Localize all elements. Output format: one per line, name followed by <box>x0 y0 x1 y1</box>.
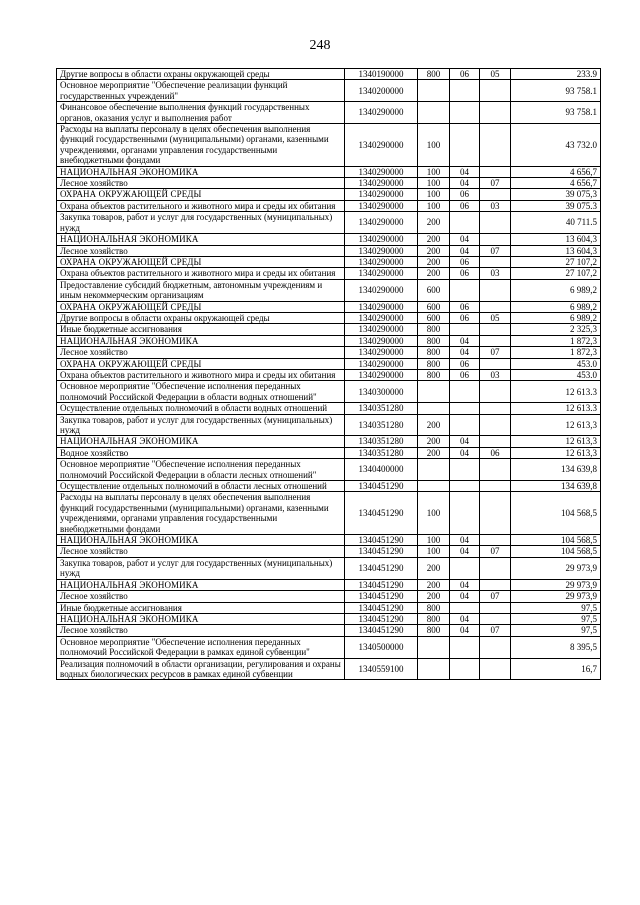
row-amount: 29 973,9 <box>511 591 601 602</box>
row-code: 1340351280 <box>345 414 418 436</box>
row-subsection <box>480 256 511 267</box>
row-code: 1340290000 <box>345 234 418 245</box>
row-name: НАЦИОНАЛЬНАЯ ЭКОНОМИКА <box>57 335 345 346</box>
row-expense-type: 200 <box>418 414 450 436</box>
row-code: 1340290000 <box>345 301 418 312</box>
row-name: Иные бюджетные ассигнования <box>57 324 345 335</box>
row-subsection <box>480 381 511 403</box>
row-amount: 39 075,3 <box>511 189 601 200</box>
table-row <box>57 347 601 358</box>
row-subsection: 07 <box>480 178 511 189</box>
row-amount: 40 711.5 <box>511 212 601 234</box>
table-row <box>57 234 601 245</box>
table-row <box>57 312 601 323</box>
table-row <box>57 268 601 279</box>
row-amount: 233.9 <box>511 69 601 80</box>
row-code: 1340351280 <box>345 436 418 447</box>
row-section: 06 <box>450 256 480 267</box>
row-subsection: 07 <box>480 347 511 358</box>
table-row <box>57 200 601 211</box>
row-subsection: 03 <box>480 369 511 380</box>
row-section <box>450 403 480 414</box>
row-subsection <box>480 234 511 245</box>
row-section: 04 <box>450 166 480 177</box>
row-subsection <box>480 602 511 613</box>
row-code: 1340451290 <box>345 557 418 579</box>
row-name: Другие вопросы в области охраны окружающей среды <box>57 312 345 323</box>
row-section <box>450 602 480 613</box>
row-amount: 1 872,3 <box>511 335 601 346</box>
row-name: Расходы на выплаты персоналу в целях обеспечения выполнения функций государственными (муниципальными) органами, казенными учреждениями, органами управления государственными внебюджетными фондами <box>57 492 345 535</box>
row-amount: 134 639,8 <box>511 459 601 481</box>
row-code: 1340290000 <box>345 102 418 124</box>
row-code: 1340400000 <box>345 459 418 481</box>
row-subsection <box>480 414 511 436</box>
row-name: Основное мероприятие "Обеспечение исполнения переданных полномочий Российской Федерации в рамках единой субвенции" <box>57 636 345 658</box>
row-expense-type: 800 <box>418 369 450 380</box>
row-amount: 6 989,2 <box>511 279 601 301</box>
table-row <box>57 546 601 557</box>
row-code: 1340451290 <box>345 579 418 590</box>
row-expense-type: 800 <box>418 69 450 80</box>
row-name: Закупка товаров, работ и услуг для государственных (муниципальных) нужд <box>57 414 345 436</box>
row-subsection <box>480 80 511 102</box>
row-amount: 453.0 <box>511 369 601 380</box>
row-expense-type: 100 <box>418 200 450 211</box>
row-name: Иные бюджетные ассигнования <box>57 602 345 613</box>
row-name: ОХРАНА ОКРУЖАЮЩЕЙ СРЕДЫ <box>57 189 345 200</box>
row-name: НАЦИОНАЛЬНАЯ ЭКОНОМИКА <box>57 436 345 447</box>
row-name: НАЦИОНАЛЬНАЯ ЭКОНОМИКА <box>57 613 345 624</box>
row-name: Закупка товаров, работ и услуг для государственных (муниципальных) нужд <box>57 212 345 234</box>
row-expense-type: 800 <box>418 613 450 624</box>
row-name: Водное хозяйство <box>57 447 345 458</box>
table-row <box>57 481 601 492</box>
table-row <box>57 166 601 177</box>
row-amount: 12 613,3 <box>511 414 601 436</box>
row-code: 1340451290 <box>345 602 418 613</box>
row-subsection <box>480 535 511 546</box>
row-expense-type: 200 <box>418 436 450 447</box>
row-amount: 16,7 <box>511 658 601 680</box>
row-code: 1340351280 <box>345 447 418 458</box>
table-row <box>57 189 601 200</box>
row-code: 1340451290 <box>345 546 418 557</box>
row-code: 1340290000 <box>345 312 418 323</box>
table-row <box>57 625 601 636</box>
row-subsection <box>480 102 511 124</box>
row-amount: 43 732.0 <box>511 124 601 167</box>
row-section: 04 <box>450 234 480 245</box>
table-row <box>57 602 601 613</box>
row-code: 1340290000 <box>345 324 418 335</box>
row-name: Осуществление отдельных полномочий в области водных отношений <box>57 403 345 414</box>
table-row <box>57 301 601 312</box>
row-name: Предоставление субсидий бюджетным, автономным учреждениям и иным некоммерческим организациям <box>57 279 345 301</box>
row-expense-type <box>418 658 450 680</box>
row-section: 04 <box>450 591 480 602</box>
row-code: 1340300000 <box>345 381 418 403</box>
table-row <box>57 256 601 267</box>
row-section: 04 <box>450 347 480 358</box>
row-expense-type: 100 <box>418 189 450 200</box>
row-code: 1340290000 <box>345 256 418 267</box>
table-row <box>57 579 601 590</box>
row-amount: 93 758.1 <box>511 102 601 124</box>
row-amount: 97,5 <box>511 625 601 636</box>
row-expense-type: 600 <box>418 301 450 312</box>
row-subsection <box>480 124 511 167</box>
row-name: Охрана объектов растительного и животного мира и среды их обитания <box>57 369 345 380</box>
row-expense-type: 100 <box>418 535 450 546</box>
table-row <box>57 279 601 301</box>
row-expense-type <box>418 381 450 403</box>
row-expense-type: 200 <box>418 579 450 590</box>
row-subsection <box>480 579 511 590</box>
table-row <box>57 212 601 234</box>
row-name: Основное мероприятие "Обеспечение исполнения переданных полномочий Российской Федерации в области водных отношений" <box>57 381 345 403</box>
row-subsection <box>480 459 511 481</box>
row-subsection: 07 <box>480 245 511 256</box>
row-expense-type: 100 <box>418 124 450 167</box>
table-row <box>57 658 601 680</box>
row-code: 1340290000 <box>345 369 418 380</box>
row-expense-type: 100 <box>418 178 450 189</box>
row-code: 1340290000 <box>345 178 418 189</box>
table-row <box>57 436 601 447</box>
row-code: 1340451290 <box>345 591 418 602</box>
row-section <box>450 414 480 436</box>
row-amount: 104 568,5 <box>511 492 601 535</box>
row-subsection: 07 <box>480 546 511 557</box>
row-section <box>450 80 480 102</box>
row-subsection: 03 <box>480 268 511 279</box>
row-section: 04 <box>450 436 480 447</box>
row-code: 1340290000 <box>345 358 418 369</box>
row-section <box>450 481 480 492</box>
row-expense-type: 200 <box>418 557 450 579</box>
row-expense-type: 800 <box>418 602 450 613</box>
row-subsection: 03 <box>480 200 511 211</box>
row-amount: 4 656,7 <box>511 166 601 177</box>
row-amount: 1 872,3 <box>511 347 601 358</box>
row-section: 06 <box>450 189 480 200</box>
row-code: 1340290000 <box>345 279 418 301</box>
row-expense-type: 200 <box>418 447 450 458</box>
row-expense-type: 200 <box>418 256 450 267</box>
row-expense-type: 800 <box>418 625 450 636</box>
row-section: 06 <box>450 268 480 279</box>
row-code: 1340451290 <box>345 625 418 636</box>
row-name: НАЦИОНАЛЬНАЯ ЭКОНОМИКА <box>57 579 345 590</box>
row-subsection <box>480 658 511 680</box>
row-section: 06 <box>450 200 480 211</box>
row-name: Финансовое обеспечение выполнения функций государственных органов, оказания услуг и выполнения работ <box>57 102 345 124</box>
table-row <box>57 369 601 380</box>
row-name: Лесное хозяйство <box>57 546 345 557</box>
row-expense-type: 200 <box>418 268 450 279</box>
row-name: ОХРАНА ОКРУЖАЮЩЕЙ СРЕДЫ <box>57 358 345 369</box>
row-section <box>450 636 480 658</box>
row-section: 04 <box>450 625 480 636</box>
row-code: 1340500000 <box>345 636 418 658</box>
row-expense-type: 600 <box>418 312 450 323</box>
table-row <box>57 414 601 436</box>
row-subsection: 07 <box>480 591 511 602</box>
row-section: 04 <box>450 535 480 546</box>
row-amount: 27 107,2 <box>511 268 601 279</box>
row-amount: 104 568,5 <box>511 546 601 557</box>
row-name: Основное мероприятие "Обеспечение реализации функций государственных учреждений" <box>57 80 345 102</box>
row-name: Основное мероприятие "Обеспечение исполнения переданных полномочий Российской Федерации в области лесных отношений" <box>57 459 345 481</box>
row-subsection <box>480 403 511 414</box>
table-row <box>57 613 601 624</box>
row-subsection <box>480 557 511 579</box>
row-code: 1340559100 <box>345 658 418 680</box>
row-section <box>450 124 480 167</box>
row-expense-type <box>418 80 450 102</box>
row-amount: 93 758.1 <box>511 80 601 102</box>
row-expense-type: 800 <box>418 358 450 369</box>
row-code: 1340451290 <box>345 492 418 535</box>
row-code: 1340290000 <box>345 335 418 346</box>
row-section <box>450 212 480 234</box>
row-name: Осуществление отдельных полномочий в области лесных отношений <box>57 481 345 492</box>
row-code: 1340290000 <box>345 268 418 279</box>
row-subsection <box>480 481 511 492</box>
row-name: Расходы на выплаты персоналу в целях обеспечения выполнения функций государственными (муниципальными) органами, казенными учреждениями, органами управления государственными внебюджетными фондами <box>57 124 345 167</box>
row-expense-type <box>418 636 450 658</box>
row-amount: 39 075.3 <box>511 200 601 211</box>
row-amount: 13 604,3 <box>511 245 601 256</box>
row-subsection: 06 <box>480 447 511 458</box>
table-row <box>57 178 601 189</box>
row-name: ОХРАНА ОКРУЖАЮЩЕЙ СРЕДЫ <box>57 256 345 267</box>
row-amount: 12 613.3 <box>511 381 601 403</box>
row-code: 1340351280 <box>345 403 418 414</box>
table-row <box>57 557 601 579</box>
row-name: Лесное хозяйство <box>57 591 345 602</box>
row-section: 06 <box>450 312 480 323</box>
row-expense-type <box>418 481 450 492</box>
row-subsection <box>480 492 511 535</box>
row-amount: 27 107,2 <box>511 256 601 267</box>
row-expense-type: 800 <box>418 335 450 346</box>
row-subsection: 07 <box>480 625 511 636</box>
row-subsection <box>480 613 511 624</box>
row-expense-type <box>418 459 450 481</box>
table-row <box>57 492 601 535</box>
row-section: 04 <box>450 335 480 346</box>
table-row <box>57 535 601 546</box>
row-section: 06 <box>450 369 480 380</box>
table-row <box>57 591 601 602</box>
row-expense-type: 100 <box>418 166 450 177</box>
row-subsection: 05 <box>480 312 511 323</box>
row-section: 04 <box>450 546 480 557</box>
row-code: 1340290000 <box>345 212 418 234</box>
row-code: 1340451290 <box>345 613 418 624</box>
row-section <box>450 279 480 301</box>
row-name: Лесное хозяйство <box>57 178 345 189</box>
row-section: 06 <box>450 69 480 80</box>
row-section <box>450 381 480 403</box>
row-code: 1340451290 <box>345 481 418 492</box>
row-code: 1340290000 <box>345 347 418 358</box>
row-expense-type: 200 <box>418 591 450 602</box>
row-subsection: 05 <box>480 69 511 80</box>
row-code: 1340290000 <box>345 245 418 256</box>
table-row <box>57 69 601 80</box>
row-section <box>450 324 480 335</box>
row-section <box>450 492 480 535</box>
row-subsection <box>480 324 511 335</box>
row-expense-type: 100 <box>418 546 450 557</box>
budget-table-body <box>57 69 601 680</box>
row-name: НАЦИОНАЛЬНАЯ ЭКОНОМИКА <box>57 535 345 546</box>
row-subsection <box>480 189 511 200</box>
row-name: Реализация полномочий в области организации, регулирования и охраны водных биологических ресурсов в рамках единой субвенции <box>57 658 345 680</box>
row-section <box>450 459 480 481</box>
row-amount: 8 395,5 <box>511 636 601 658</box>
row-name: Закупка товаров, работ и услуг для государственных (муниципальных) нужд <box>57 557 345 579</box>
table-row <box>57 381 601 403</box>
row-amount: 97,5 <box>511 602 601 613</box>
row-subsection <box>480 301 511 312</box>
table-row <box>57 324 601 335</box>
row-amount: 12 613,3 <box>511 436 601 447</box>
row-subsection <box>480 212 511 234</box>
row-amount: 2 325,3 <box>511 324 601 335</box>
table-row <box>57 358 601 369</box>
row-name: НАЦИОНАЛЬНАЯ ЭКОНОМИКА <box>57 166 345 177</box>
row-code: 1340290000 <box>345 200 418 211</box>
row-amount: 13 604,3 <box>511 234 601 245</box>
row-subsection <box>480 636 511 658</box>
row-section <box>450 102 480 124</box>
row-expense-type: 200 <box>418 234 450 245</box>
row-section <box>450 557 480 579</box>
row-name: НАЦИОНАЛЬНАЯ ЭКОНОМИКА <box>57 234 345 245</box>
row-section: 06 <box>450 358 480 369</box>
row-amount: 134 639,8 <box>511 481 601 492</box>
row-amount: 97,5 <box>511 613 601 624</box>
row-code: 1340290000 <box>345 189 418 200</box>
row-name: Лесное хозяйство <box>57 347 345 358</box>
row-amount: 6 989,2 <box>511 301 601 312</box>
table-row <box>57 80 601 102</box>
table-row <box>57 459 601 481</box>
row-expense-type <box>418 403 450 414</box>
row-code: 1340290000 <box>345 124 418 167</box>
row-name: Охрана объектов растительного и животного мира и среды их обитания <box>57 268 345 279</box>
page-number: 248 <box>309 38 331 53</box>
row-name: Охрана объектов растительного и животного мира и среды их обитания <box>57 200 345 211</box>
table-row <box>57 636 601 658</box>
row-code: 1340451290 <box>345 535 418 546</box>
row-expense-type <box>418 102 450 124</box>
row-subsection <box>480 166 511 177</box>
row-subsection <box>480 358 511 369</box>
table-row <box>57 447 601 458</box>
row-name: ОХРАНА ОКРУЖАЮЩЕЙ СРЕДЫ <box>57 301 345 312</box>
row-expense-type: 200 <box>418 245 450 256</box>
row-code: 1340190000 <box>345 69 418 80</box>
budget-table <box>56 68 601 680</box>
row-amount: 4 656,7 <box>511 178 601 189</box>
row-section <box>450 658 480 680</box>
row-expense-type: 100 <box>418 492 450 535</box>
row-section: 04 <box>450 447 480 458</box>
row-expense-type: 800 <box>418 347 450 358</box>
row-code: 1340290000 <box>345 166 418 177</box>
row-expense-type: 600 <box>418 279 450 301</box>
row-subsection <box>480 335 511 346</box>
row-name: Другие вопросы в области охраны окружающей среды <box>57 69 345 80</box>
row-amount: 29 973,9 <box>511 579 601 590</box>
row-section: 04 <box>450 178 480 189</box>
table-row <box>57 124 601 167</box>
row-amount: 6 989,2 <box>511 312 601 323</box>
row-section: 06 <box>450 301 480 312</box>
row-amount: 12 613.3 <box>511 403 601 414</box>
row-expense-type: 800 <box>418 324 450 335</box>
row-name: Лесное хозяйство <box>57 625 345 636</box>
row-section: 04 <box>450 245 480 256</box>
table-row <box>57 335 601 346</box>
row-name: Лесное хозяйство <box>57 245 345 256</box>
row-subsection <box>480 436 511 447</box>
row-code: 1340200000 <box>345 80 418 102</box>
row-amount: 12 613,3 <box>511 447 601 458</box>
row-expense-type: 200 <box>418 212 450 234</box>
row-amount: 29 973,9 <box>511 557 601 579</box>
table-row <box>57 245 601 256</box>
row-amount: 453.0 <box>511 358 601 369</box>
row-section: 04 <box>450 579 480 590</box>
table-row <box>57 102 601 124</box>
row-amount: 104 568,5 <box>511 535 601 546</box>
row-section: 04 <box>450 613 480 624</box>
table-row <box>57 403 601 414</box>
row-subsection <box>480 279 511 301</box>
